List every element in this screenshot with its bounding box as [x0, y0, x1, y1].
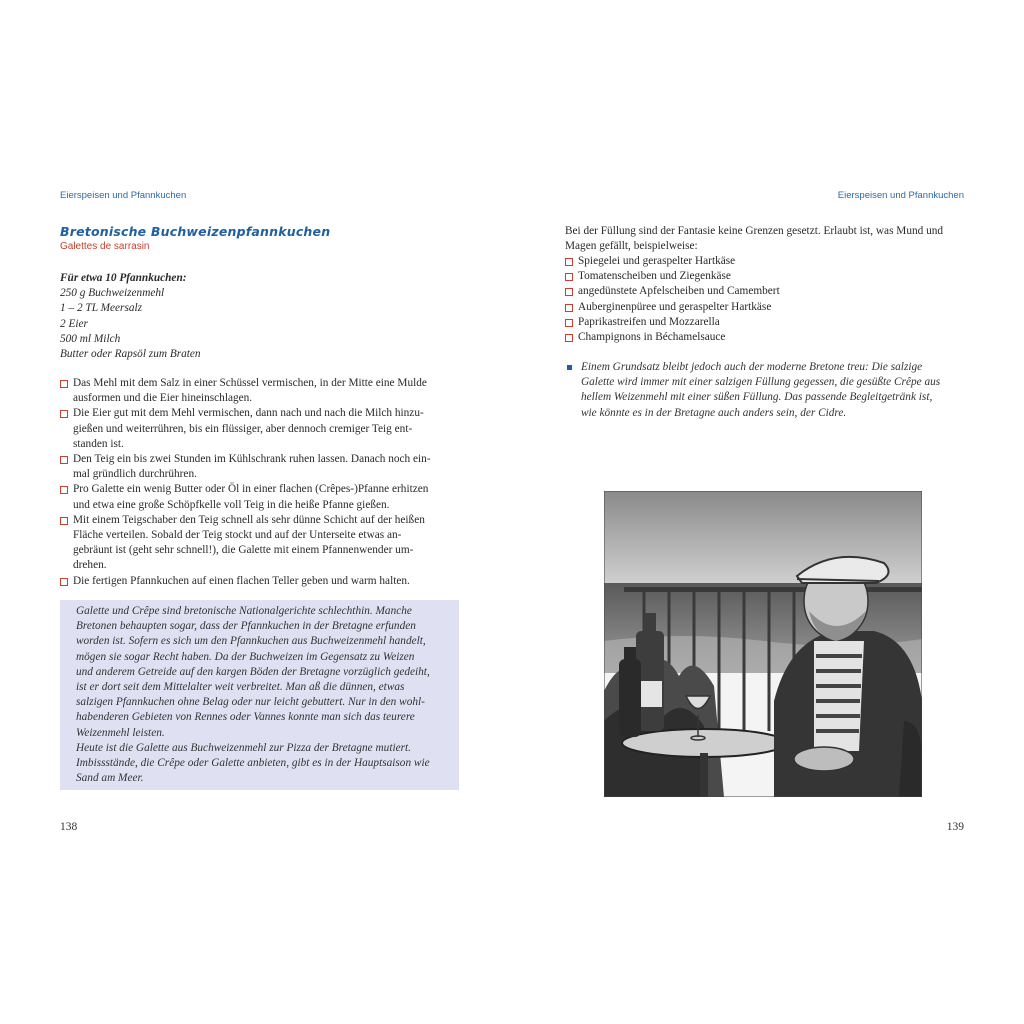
square-bullet-icon	[565, 258, 573, 266]
filling-list	[565, 254, 965, 345]
square-bullet-icon	[60, 517, 68, 525]
ingredient-item: 1 – 2 TL Meersalz	[60, 302, 143, 315]
ingredient-item: 250 g Buchweizenmehl	[60, 287, 165, 300]
step-item: Die Eier gut mit dem Mehl vermischen, dann nach und nach die Milch hinzu- gießen und weiterrühren, bis ein flüssiger, aber dennoch cremiger Teig ent- standen ist.	[60, 406, 460, 452]
filling-item: Champignons in Béchamelsauce	[565, 330, 965, 345]
running-head-right: Eierspeisen und Pfannkuchen	[837, 190, 964, 201]
ingredient-item: 500 ml Milch	[60, 332, 121, 345]
ingredient-item: Butter oder Rapsöl zum Braten	[60, 348, 201, 361]
filling-item: Tomatenscheiben und Ziegenkäse	[565, 269, 965, 284]
square-bullet-icon	[60, 578, 68, 586]
step-item: Pro Galette ein wenig Butter oder Öl in einer flachen (Crêpes-)Pfanne erhitzen und etwa eine große Schöpfkelle voll Teig in die heiße Pfanne gießen.	[60, 482, 460, 512]
page-number-right: 139	[946, 821, 964, 833]
ingredients-list	[60, 271, 460, 362]
square-bullet-icon	[565, 273, 573, 281]
ingredients-heading: Für etwa 10 Pfannkuchen:	[60, 272, 187, 284]
filling-item: Auberginenpüree und geraspelter Hartkäse	[565, 300, 965, 315]
page-number-left: 138	[60, 821, 78, 833]
recipe-title: Bretonische Buchweizenpfannkuchen	[60, 224, 331, 239]
running-head-left: Eierspeisen und Pfannkuchen	[60, 190, 187, 201]
filling-intro: Bei der Füllung sind der Fantasie keine Grenzen gesetzt. Erlaubt ist, was Mund und Magen gefällt, beispielweise:	[565, 225, 944, 253]
square-bullet-icon	[60, 486, 68, 494]
ingredient-item: 2 Eier	[60, 317, 88, 330]
filling-item: angedünstete Apfelscheiben und Camembert	[565, 284, 965, 299]
step-item: Die fertigen Pfannkuchen auf einen flachen Teller geben und warm halten.	[60, 574, 460, 589]
square-bullet-icon	[565, 288, 573, 296]
filling-item: Spiegelei und geraspelter Hartkäse	[565, 254, 965, 269]
recipe-subtitle: Galettes de sarrasin	[60, 241, 150, 252]
step-item: Mit einem Teigschaber den Teig schnell als sehr dünne Schicht auf der heißen Fläche verteilen. Sobald der Teig stockt und auf der Unterseite etwas an- gebräunt ist (geht sehr schnell!), die Galette mit einem Pfannenwender um- drehen.	[60, 513, 460, 574]
square-bullet-icon	[565, 334, 573, 342]
info-box: Galette und Crêpe sind bretonische Nationalgerichte schlechthin. Manche Bretonen behaupten sogar, dass der Pfannkuchen in der Bretagne erfunden worden ist. Sofern es sich um den Pfannkuchen aus Buchweizenmehl handelt, mögen sie sogar Recht haben. Da der Buchweizen im Gegensatz zu Weizen und anderem Getreide auf den kargen Böden der Bretagne vorzüglich gedeiht, ist er dort seit dem Mittelalter weit verbreitet. Man aß die dünnen, etwas salzigen Pfannkuchen ohne Belag oder nur leicht gebuttert. Nur in den wohl- habenderen Gebieten von Rennes oder Vannes konnte man sich das teurere Weizenmehl leisten. Heute ist die Galette aus Buchweizenmehl zur Pizza der Bretagne mutiert. Imbissstände, die Crêpe oder Galette anbieten, gibt es in der Hauptsaison wie Sand am Meer.	[60, 600, 459, 790]
note-paragraph: Einem Grundsatz bleibt jedoch auch der moderne Bretone treu: Die salzige Galette wird immer mit einer salzigen Füllung gegessen, die gesüßte Crêpe aus hellem Weizenmehl mit einer süßen Füllung. Das passende Begleitgetränk ist, wie könnte es in der Bretagne auch anders sein, der Cidre.	[565, 360, 965, 421]
step-item: Das Mehl mit dem Salz in einer Schüssel vermischen, in der Mitte eine Mulde ausformen und die Eier hineinschlagen.	[60, 376, 460, 406]
square-bullet-icon	[60, 456, 68, 464]
step-item: Den Teig ein bis zwei Stunden im Kühlschrank ruhen lassen. Danach noch ein- mal gründlich durchrühren.	[60, 452, 460, 482]
square-bullet-icon	[60, 410, 68, 418]
square-bullet-icon	[565, 304, 573, 312]
blue-square-bullet-icon	[567, 365, 572, 370]
square-bullet-icon	[60, 380, 68, 388]
preparation-steps	[60, 376, 460, 589]
filling-item: Paprikastreifen und Mozzarella	[565, 315, 965, 330]
square-bullet-icon	[565, 319, 573, 327]
breton-man-illustration	[604, 491, 922, 797]
right-page	[512, 0, 1024, 1024]
